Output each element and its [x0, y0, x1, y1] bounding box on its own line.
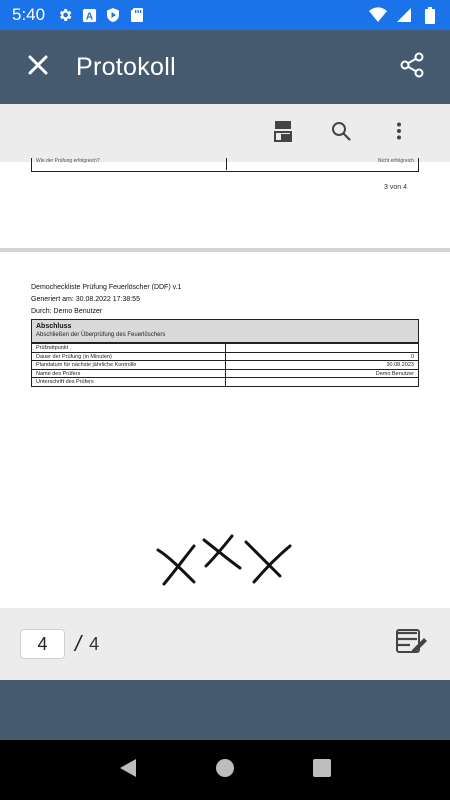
recents-button[interactable]	[302, 750, 342, 790]
table-row	[32, 369, 418, 378]
doc-header-line: Democheckliste Prüfung Feuerlöscher (DDF) v.1	[31, 284, 182, 291]
recents-square-icon	[313, 759, 331, 782]
doc-header	[31, 282, 181, 318]
back-triangle-icon	[119, 758, 137, 783]
share-icon	[398, 51, 426, 84]
status-right-icons	[370, 7, 438, 23]
more-options-button[interactable]	[370, 104, 428, 162]
row-value	[226, 344, 418, 352]
a-app-icon	[81, 7, 97, 23]
home-button[interactable]	[205, 750, 245, 790]
share-button[interactable]	[374, 30, 450, 104]
row-label: Prüfzeitpunkt	[32, 344, 226, 352]
table-row	[32, 360, 418, 369]
row-value: Demo Benutzer	[375, 370, 414, 377]
page-separator-slash: /	[75, 631, 82, 656]
page-layout-button[interactable]	[254, 104, 312, 162]
document-page-3	[0, 158, 450, 248]
annotate-button[interactable]	[374, 608, 450, 680]
svg-text:A: A	[85, 11, 93, 23]
row-value: 0	[410, 353, 414, 360]
section-header	[32, 320, 418, 343]
sd-card-icon	[129, 7, 145, 23]
row-label: Dauer der Prüfung (in Minuten)	[32, 353, 226, 361]
page-number-label: 3 von 4	[384, 184, 407, 191]
section-subtitle: Abschließen der Überprüfung des Feuerlöschers	[36, 332, 166, 338]
signal-icon	[396, 7, 412, 23]
close-icon	[26, 53, 50, 82]
status-time: 5:40	[12, 5, 46, 24]
close-button[interactable]	[0, 30, 76, 104]
table-row	[32, 377, 418, 386]
section-title: Abschluss	[36, 323, 72, 330]
row-value: 30.08.2023	[386, 362, 414, 368]
abschluss-table	[31, 319, 419, 387]
row-label: Plandatum für nächste jährliche Kontrolle	[32, 361, 226, 369]
prev-row-label: Wie der Prüfung erfolgreich?	[36, 158, 100, 164]
page-number-input[interactable]: 4	[20, 629, 65, 659]
table-divider	[226, 158, 227, 170]
home-circle-icon	[215, 758, 235, 783]
status-bar	[0, 0, 450, 30]
page-layout-icon	[274, 120, 292, 147]
more-vert-icon	[396, 122, 402, 145]
app-bar	[0, 30, 450, 104]
search-button[interactable]	[312, 104, 370, 162]
row-label: Name des Prüfers	[32, 370, 226, 378]
doc-header-line: Generiert am: 30.08.2022 17:38:55	[31, 296, 140, 303]
system-nav-bar	[0, 740, 450, 800]
page-navigation-bar	[0, 608, 450, 680]
edit-note-icon	[396, 629, 428, 660]
back-button[interactable]	[108, 750, 148, 790]
table-row	[32, 352, 418, 361]
doc-header-line: Durch: Demo Benutzer	[31, 308, 103, 315]
row-value	[226, 378, 418, 386]
wifi-icon	[370, 7, 386, 23]
prev-row-value: Nicht erfolgreich	[377, 158, 414, 164]
status-left-icons	[57, 7, 145, 23]
handwritten-signature	[150, 532, 300, 592]
page-title: Protokoll	[76, 52, 176, 81]
search-icon	[331, 121, 351, 146]
document-page-4	[0, 252, 450, 608]
table-row	[32, 343, 418, 352]
gear-icon	[57, 7, 73, 23]
battery-icon	[422, 7, 438, 23]
page-total: 4	[89, 633, 100, 654]
bottom-panel	[0, 680, 450, 740]
viewer-toolbar	[0, 104, 450, 162]
prev-page-table	[31, 158, 419, 172]
play-shield-icon	[105, 7, 121, 23]
document-viewer[interactable]	[0, 158, 450, 608]
row-label: Unterschrift des Prüfers	[32, 378, 226, 386]
